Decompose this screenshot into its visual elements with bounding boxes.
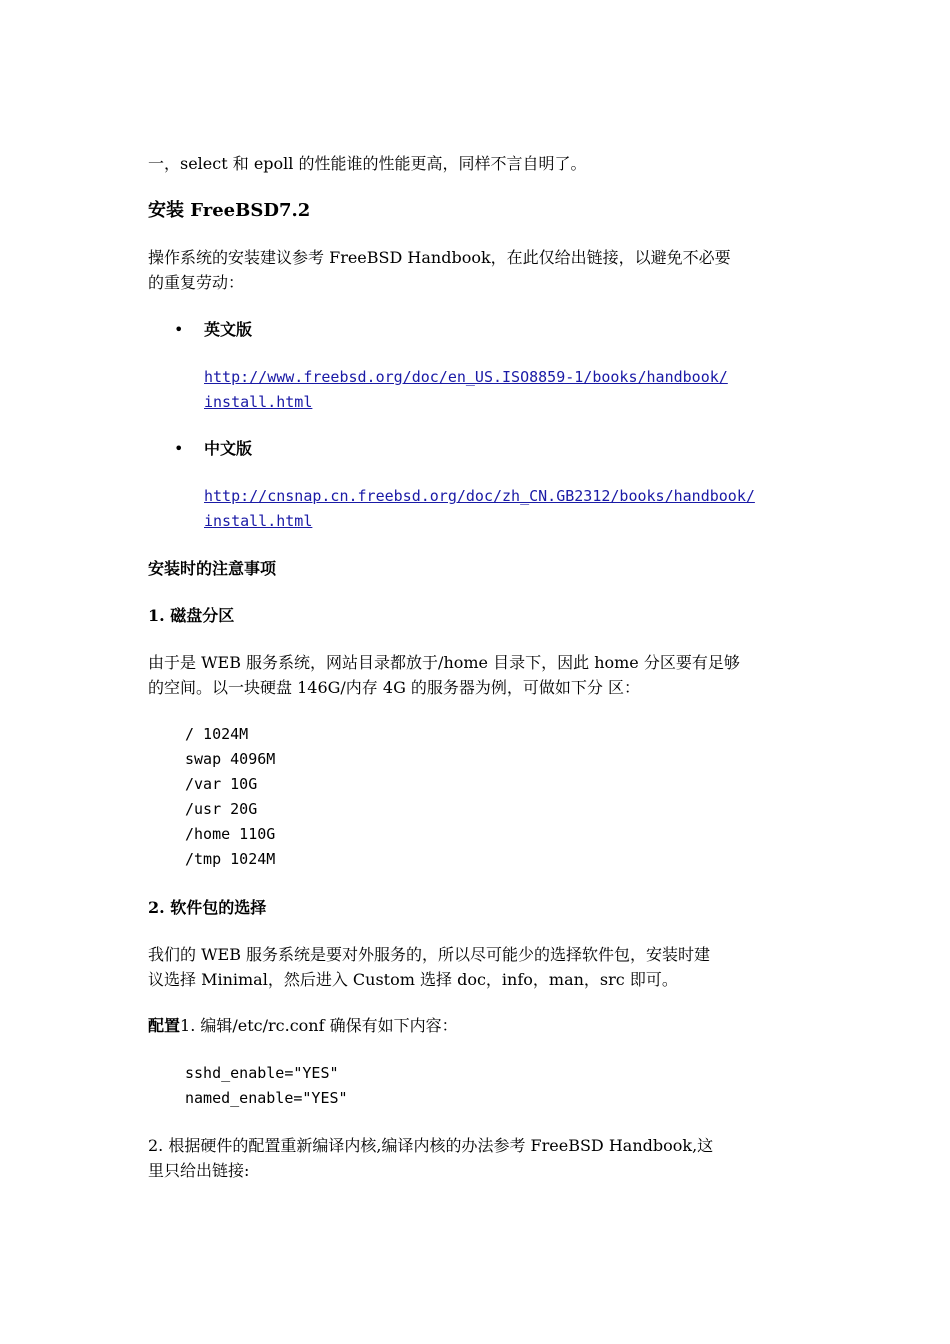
kernel-paragraph-line-1: 2. 根据硬件的配置重新编译内核,编译内核的办法参考 FreeBSD Handbook,这: [148, 1136, 714, 1155]
bullet-label-chinese: 中文版: [204, 439, 253, 458]
partition-line: /usr 20G: [185, 800, 258, 818]
intro-line: 一，select 和 epoll 的性能谁的性能更高，同样不言自明了。: [148, 154, 587, 173]
rc-conf-line: named_enable="YES": [185, 1089, 348, 1107]
partition-line: /var 10G: [185, 775, 258, 793]
link-english-handbook-line-1[interactable]: http://www.freebsd.org/doc/en_US.ISO8859-1/books/handbook/: [204, 368, 728, 386]
link-chinese-handbook-line-1[interactable]: http://cnsnap.cn.freebsd.org/doc/zh_CN.GB2312/books/handbook/: [204, 487, 755, 505]
config-text: 1. 编辑/etc/rc.conf 确保有如下内容：: [180, 1016, 458, 1035]
partition-line: / 1024M: [185, 725, 249, 743]
kernel-paragraph-line-2: 里只给出链接:: [148, 1161, 250, 1180]
disk-paragraph-line-1: 由于是 WEB 服务系统，网站目录都放于/home 目录下，因此 home 分区要有足够: [148, 653, 740, 672]
heading-package-selection: 2. 软件包的选择: [148, 898, 267, 917]
heading-install-notes: 安装时的注意事项: [148, 559, 277, 578]
config-label: 配置: [148, 1016, 181, 1035]
partition-line: /home 110G: [185, 825, 276, 843]
install-paragraph-line-2: 的重复劳动：: [148, 273, 245, 292]
bullet-dot-icon: •: [174, 320, 184, 339]
partition-line: swap 4096M: [185, 750, 276, 768]
rc-conf-line: sshd_enable="YES": [185, 1064, 339, 1082]
link-chinese-handbook-line-2[interactable]: install.html: [204, 512, 313, 530]
bullet-label-english: 英文版: [204, 320, 253, 339]
package-paragraph-line-1: 我们的 WEB 服务系统是要对外服务的，所以尽可能少的选择软件包，安装时建: [148, 945, 711, 964]
partition-line: /tmp 1024M: [185, 850, 276, 868]
bullet-dot-icon: •: [174, 439, 184, 458]
install-paragraph-line-1: 操作系统的安装建议参考 FreeBSD Handbook，在此仅给出链接，以避免不必要: [148, 248, 731, 267]
disk-paragraph-line-2: 的空间。以一块硬盘 146G/内存 4G 的服务器为例，可做如下分 区：: [148, 678, 641, 697]
config-line: [148, 1013, 458, 1038]
heading-install: 安装 FreeBSD7.2: [148, 200, 311, 221]
package-paragraph-line-2: 议选择 Minimal，然后进入 Custom 选择 doc，info，man，src 即可。: [148, 970, 678, 989]
link-english-handbook-line-2[interactable]: install.html: [204, 393, 313, 411]
heading-disk-partition: 1. 磁盘分区: [148, 606, 235, 625]
